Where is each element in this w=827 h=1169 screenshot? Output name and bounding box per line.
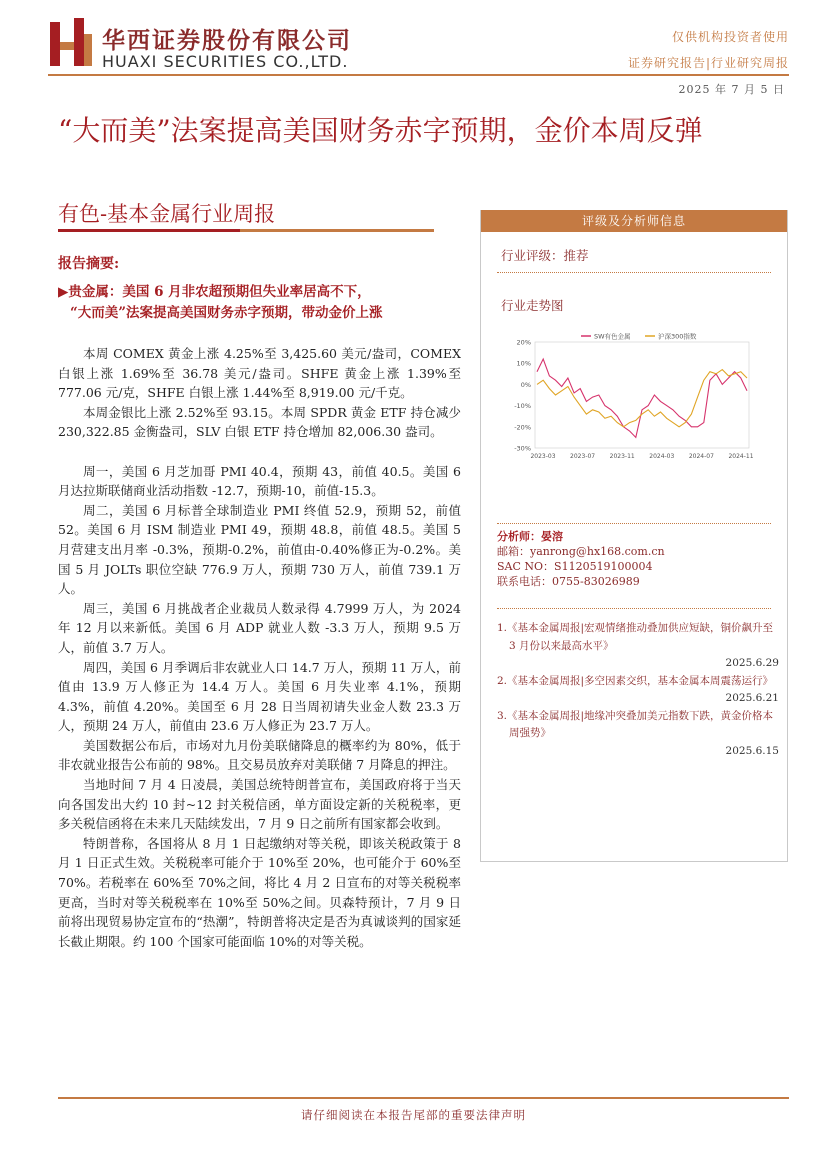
report-title: “大而美”法案提高美国财务赤字预期，金价本周反弹 <box>58 114 703 147</box>
y-tick-label: 10% <box>516 359 531 368</box>
y-tick-label: 20% <box>516 338 531 347</box>
bullet-heading-line1: ▶贵金属：美国 6 月非农超预期但失业率居高不下， <box>58 284 371 300</box>
industry-trend-chart <box>501 326 771 466</box>
related-reports <box>497 620 779 760</box>
paragraph: 特朗普称，各国将从 8 月 1 日起缴纳对等关税，即该关税政策于 8 月 1 日正式生效。关税税率可能介于 10%至 20%，也可能介于 60%至 70%。若税率在 60%至 70%之间，将比 4 月 2 日宣布的对等关税税率更高，当时对等关税税率在 10%至 50%之间。贝森特预计，7 月 9 日前将出现贸易协定宣布的“热潮”，特朗普将决定是否为真诚谈判的国家延长截止期限。约 100 个国家可能面临 10%的对等关税。 <box>58 835 461 949</box>
paragraph: 本周 COMEX 黄金上涨 4.25%至 3,425.60 美元/盎司，COMEX 白银上涨 1.69%至 36.78 美元/盎司。SHFE 黄金上涨 1.39%至 777.06 元/克，SHFE 白银上涨 1.44%至 8,919.00 元/千克。 <box>58 346 461 401</box>
analyst-contact <box>497 544 665 589</box>
huaxi-logo-icon <box>50 18 94 68</box>
analyst-divider <box>497 523 771 524</box>
plot-frame <box>535 342 749 448</box>
paragraph: 周三，美国 6 月挑战者企业裁员人数录得 4.7999 万人，为 2024 年 12 月以来新低。美国 6 月 ADP 就业人数 -3.3 万人，预期 9.5 万人，前值 3.7 万人。 <box>58 600 461 655</box>
analyst-name: 分析师：晏溶 <box>497 530 563 543</box>
paragraph: 周二，美国 6 月标普全球制造业 PMI 终值 52.9，预期 52，前值 52。美国 6 月 ISM 制造业 PMI 49，预期 48.8，前值 48.5。美国 5 月营建支出月率 -0.3%，预期-0.2%，前值由-0.40%修正为-0.2%。美国 5 月 JOLTs 职位空缺 776.9 万人，预期 730 万人，前值 739.1 万人。 <box>58 502 461 597</box>
y-tick-label: -20% <box>514 423 531 432</box>
related-report-title: 1.《基本金属周报|宏观情绪推动叠加供应短缺，铜价飙升至 3 月份以来最高水平》 <box>497 622 774 652</box>
paragraph: 周四，美国 6 月季调后非农就业人口 14.7 万人，预期 11 万人，前值由 13.9 万人修正为 14.4 万人。美国 6 月失业率 4.1%，预期 4.3%，前值 4.20%。美国至 6 月 28 日当周初请失业金人数 23.3 万人，预期 24 万人，前值由 23.6 万人修正为 23.7 万人。 <box>58 659 461 734</box>
analyst-email: 邮箱：yanrong@hx168.com.cn <box>497 545 665 558</box>
legend-label: 沪深300指数 <box>658 332 697 341</box>
related-report-date: 2025.6.15 <box>725 744 779 757</box>
sidebar-heading: 评级及分析师信息 <box>481 210 787 232</box>
trend-chart-label: 行业走势图 <box>501 298 564 313</box>
y-tick-label: -30% <box>514 444 531 453</box>
legend-label: SW有色金属 <box>594 332 631 341</box>
analyst-phone: 联系电话：0755-83026989 <box>497 575 640 588</box>
industry-rating: 行业评级：推荐 <box>501 248 589 263</box>
x-tick-label: 2024-07 <box>688 453 714 460</box>
bullet-heading-line2: “大而美”法案提高美国财务赤字预期，带动金价上涨 <box>70 305 383 321</box>
related-report-title: 2.《基本金属周报|多空因素交织，基本金属本周震荡运行》 <box>497 674 774 687</box>
report-date: 2025 年 7 月 5 日 <box>678 83 785 96</box>
analyst-sidebar <box>480 210 788 862</box>
y-tick-label: 0% <box>520 380 531 389</box>
paragraph: 周一，美国 6 月芝加哥 PMI 40.4，预期 43，前值 40.5。美国 6 月达拉斯联储商业活动指数 -12.7，预期-10，前值-15.3。 <box>58 463 461 499</box>
reports-divider <box>497 608 771 609</box>
x-tick-label: 2024-11 <box>728 453 754 460</box>
legal-disclaimer: 请仔细阅读在本报告尾部的重要法律声明 <box>301 1108 526 1122</box>
subtitle-underline <box>58 229 434 232</box>
company-name-en: HUAXI SECURITIES CO.,LTD. <box>102 52 349 71</box>
x-tick-label: 2023-11 <box>609 453 635 460</box>
x-tick-label: 2023-03 <box>530 453 556 460</box>
summary-body <box>58 344 461 951</box>
y-tick-label: -10% <box>514 402 531 411</box>
related-report-date: 2025.6.21 <box>725 692 779 704</box>
paragraph: 本周金银比上涨 2.52%至 93.15。本周 SPDR 黄金 ETF 持仓减少 230,322.85 金衡盎司，SLV 白银 ETF 持仓增加 82,006.30 盎司。 <box>58 404 461 440</box>
summary-heading: 报告摘要: <box>58 256 120 272</box>
series-line <box>537 359 747 437</box>
analyst-sac-number: SAC NO：S1120519100004 <box>497 560 653 573</box>
bullet-heading <box>58 282 460 324</box>
audience-note: 仅供机构投资者使用 <box>671 30 789 44</box>
header-divider <box>48 74 789 76</box>
paragraph: 美国数据公布后，市场对九月份美联储降息的概率约为 80%，低于非农就业报告公布前的 98%。且交易员放弃对美联储 7 月降息的押注。 <box>58 737 461 773</box>
rating-divider <box>497 272 771 273</box>
report-subtitle: 有色-基本金属行业周报 <box>58 202 276 226</box>
x-tick-label: 2024-03 <box>649 453 675 460</box>
paragraph: 当地时间 7 月 4 日凌晨，美国总统特朗普宣布，美国政府将于当天向各国发出大约 10 封~12 封关税信函，单方面设定新的关税税率，更多关税信函将在未来几天陆续发出，7 月 9 日之前所有国家都会收到。 <box>58 777 461 832</box>
related-report-title: 3.《基本金属周报|地缘冲突叠加美元指数下跌，黄金价格本周强势》 <box>497 709 774 739</box>
report-category: 证券研究报告|行业研究周报 <box>627 56 789 70</box>
related-report-date: 2025.6.29 <box>725 657 779 669</box>
company-name-cn: 华西证券股份有限公司 <box>102 28 352 54</box>
x-tick-label: 2023-07 <box>570 453 596 460</box>
footer-divider <box>58 1097 789 1099</box>
